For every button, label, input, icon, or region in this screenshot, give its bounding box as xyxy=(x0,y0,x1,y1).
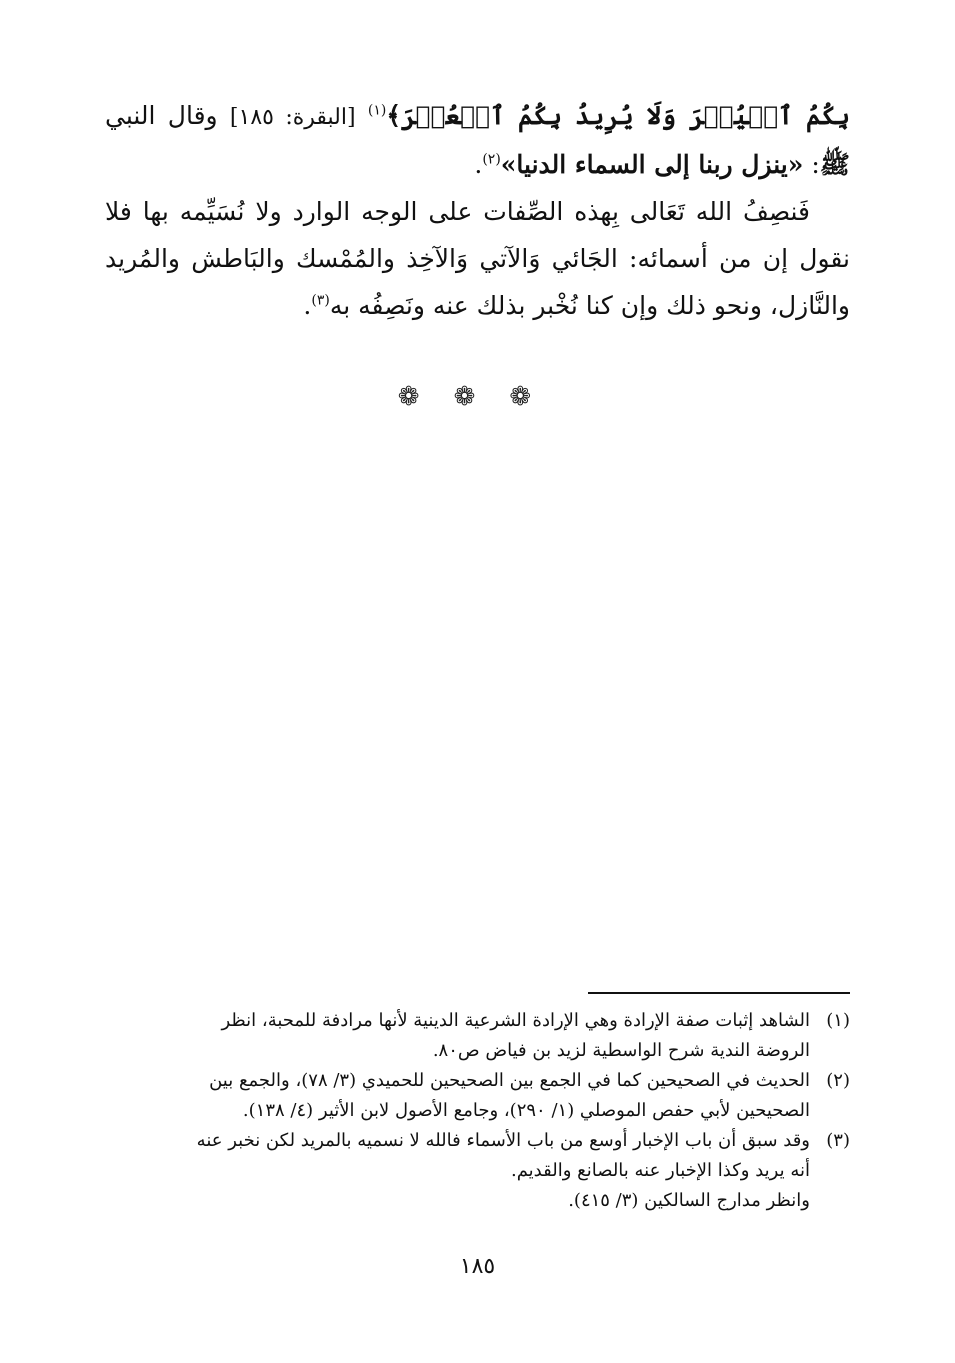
star-ornament-icon: ❁ xyxy=(397,382,446,412)
paragraph-1 xyxy=(105,92,850,188)
colon: : xyxy=(811,150,820,179)
quran-verse: بِكُمُ ٱلۡيُسۡرَ وَلَا يُرِيدُ بِكُمُ ٱلۡعُسۡرَ﴾ xyxy=(386,101,851,130)
hadith-text: «ينزل ربنا إلى السماء الدنيا» xyxy=(500,150,804,179)
paragraph-2-text: فَنصِفُ الله تَعَالى بِهذه الصِّفات على الوجه الوارد ولا نُسَيِّمه بها فلا نقول إن من أسمائه: الجَائي وَالآتي وَالآخِذ والمُمْسك والبَاطش والمُريد والنَّازل، ونحو ذلك وإن كنا نُخْبر بذلك عنه ونَصِفُه به xyxy=(105,197,850,320)
paragraph-2 xyxy=(105,188,850,329)
footnote-1 xyxy=(105,1006,850,1066)
star-ornament-icon: ❁ xyxy=(453,382,502,412)
period: . xyxy=(474,150,483,179)
footnote-line: أنه يريد وكذا الإخبار عنه بالصانع والقديم. xyxy=(510,1160,810,1181)
footnote-3 xyxy=(105,1126,850,1216)
section-separator xyxy=(0,382,955,412)
footnote-number: (٣) xyxy=(826,1130,850,1151)
star-ornament-icon: ❁ xyxy=(509,382,558,412)
page-number: ١٨٥ xyxy=(459,1254,496,1279)
footnote-number: (١) xyxy=(826,1010,850,1031)
footnote-number: (٢) xyxy=(826,1070,850,1091)
footnote-ref-1[interactable]: (١) xyxy=(367,102,387,119)
footnote-line: وانظر مدارج السالكين (٣/ ٤١٥). xyxy=(568,1190,810,1211)
footnote-text xyxy=(105,1066,810,1126)
footnote-ref-3[interactable]: (٣) xyxy=(311,292,330,309)
salawat-glyph: ﷺ xyxy=(819,150,850,179)
footnote-line: الشاهد إثبات صفة الإرادة وهي الإرادة الشرعية الدينية لأنها مرادفة للمحبة، انظر xyxy=(221,1010,810,1031)
period: . xyxy=(303,291,312,320)
footnote-line: الحديث في الصحيحين كما في الجمع بين الصحيحين للحميدي (٣/ ٧٨)، والجمع بين xyxy=(209,1070,810,1091)
footnote-line: الصحيحين لأبي حفص الموصلي (١/ ٢٩٠)، وجامع الأصول لابن الأثير (٤/ ١٣٨). xyxy=(242,1100,810,1121)
footnote-line: الروضة الندية شرح الواسطية لزيد بن فياض ص٨٠. xyxy=(432,1040,810,1061)
surah-reference: [البقرة: ١٨٥] xyxy=(229,105,356,130)
footnotes xyxy=(105,1006,850,1216)
lead-text: وقال النبي xyxy=(105,101,218,130)
main-text xyxy=(105,92,850,329)
footnote-line: وقد سبق أن باب الإخبار أوسع من باب الأسماء فالله لا نسميه بالمريد لكن نخبر عنه xyxy=(196,1130,810,1151)
footnote-divider xyxy=(588,992,850,994)
footnote-text xyxy=(105,1126,810,1216)
footnote-ref-2[interactable]: (٢) xyxy=(482,151,501,168)
footnote-2 xyxy=(105,1066,850,1126)
footnote-text xyxy=(105,1006,810,1066)
